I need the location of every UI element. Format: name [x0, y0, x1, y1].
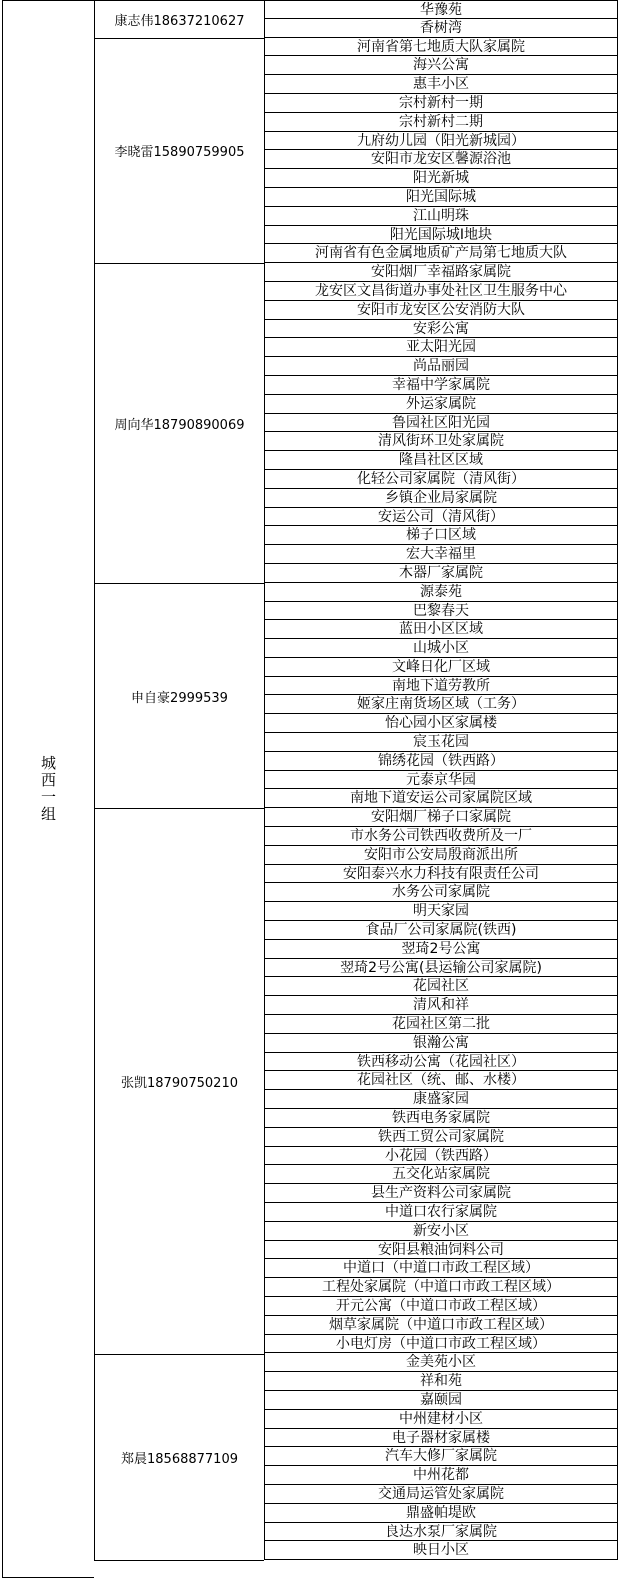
- leader-name-phone: 周向华18790890069: [114, 417, 245, 433]
- community-row: 安阳市龙安区公安消防大队: [265, 301, 617, 320]
- community-row: 源泰苑: [265, 583, 617, 602]
- community-row: 安阳县粮油饲料公司: [265, 1241, 617, 1260]
- community-row: 水务公司家属院: [265, 883, 617, 902]
- community-row: 宗村新村二期: [265, 113, 617, 132]
- community-row: 中道口农行家属院: [265, 1203, 617, 1222]
- group-cell: [2, 0, 94, 1578]
- leader-name-phone: 李晓雷15890759905: [114, 145, 245, 161]
- community-row: 食品厂公司家属院(铁西): [265, 921, 617, 940]
- community-row: 巴黎春天: [265, 602, 617, 621]
- community-row: 汽车大修厂家属院: [265, 1447, 617, 1466]
- community-row: 祥和苑: [265, 1372, 617, 1391]
- community-row: 南地下道劳教所: [265, 677, 617, 696]
- community-row: 金美苑小区: [265, 1353, 617, 1372]
- community-row: 宸玉花园: [265, 733, 617, 752]
- leader-name-phone: 康志伟18637210627: [114, 13, 245, 29]
- community-row: 鼎盛帕堤欧: [265, 1504, 617, 1523]
- community-row: 银瀚公寓: [265, 1034, 617, 1053]
- community-list: [264, 0, 618, 1560]
- community-row: 蓝田小区区域: [265, 620, 617, 639]
- community-row: 开元公寓（中道口市政工程区域）: [265, 1297, 617, 1316]
- community-row: 映日小区: [265, 1541, 617, 1560]
- community-row: 翌琦2号公寓(县运输公司家属院): [265, 959, 617, 978]
- community-row: 安阳烟厂幸福路家属院: [265, 263, 617, 282]
- community-row: 江山明珠: [265, 207, 617, 226]
- community-row: 锦绣花园（铁西路）: [265, 752, 617, 771]
- community-row: 亚太阳光园: [265, 338, 617, 357]
- leader-cell: [94, 263, 264, 584]
- leader-name-phone: 张凯18790750210: [121, 1075, 238, 1091]
- community-row: 山城小区: [265, 639, 617, 658]
- community-row: 翌琦2号公寓: [265, 940, 617, 959]
- group-label: 城西一组: [39, 755, 57, 823]
- community-row: 新安小区: [265, 1222, 617, 1241]
- community-row: 元泰京华园: [265, 771, 617, 790]
- community-row: 中州建材小区: [265, 1410, 617, 1429]
- community-row: 中道口（中道口市政工程区域）: [265, 1259, 617, 1278]
- community-row: 安阳市龙安区馨源浴池: [265, 150, 617, 169]
- community-row: 外运家属院: [265, 395, 617, 414]
- community-row: 安阳市公安局殷商派出所: [265, 846, 617, 865]
- community-row: 河南省第七地质大队家属院: [265, 38, 617, 57]
- community-row: 化轻公司家属院（清风街）: [265, 470, 617, 489]
- community-row: 安彩公寓: [265, 320, 617, 339]
- leader-cell: [94, 0, 264, 39]
- community-row: 电子器材家属楼: [265, 1429, 617, 1448]
- community-row: 梯子口区域: [265, 526, 617, 545]
- community-row: 花园社区第二批: [265, 1015, 617, 1034]
- community-row: 阳光国际城I地块: [265, 226, 617, 245]
- leader-cell: [94, 1354, 264, 1562]
- community-row: 铁西移动公寓（花园社区）: [265, 1053, 617, 1072]
- community-row: 工程处家属院（中道口市政工程区域）: [265, 1278, 617, 1297]
- community-row: 县生产资料公司家属院: [265, 1184, 617, 1203]
- community-row: 龙安区文昌街道办事处社区卫生服务中心: [265, 282, 617, 301]
- leader-cell: [94, 38, 264, 265]
- community-row: 清风和祥: [265, 996, 617, 1015]
- community-row: 清风街环卫处家属院: [265, 432, 617, 451]
- community-row: 铁西工贸公司家属院: [265, 1128, 617, 1147]
- community-row: 鲁园社区阳光园: [265, 414, 617, 433]
- community-row: 惠丰小区: [265, 75, 617, 94]
- community-row: 幸福中学家属院: [265, 376, 617, 395]
- community-row: 香树湾: [265, 19, 617, 38]
- community-row: 市水务公司铁西收费所及一厂: [265, 827, 617, 846]
- community-row: 安阳烟厂梯子口家属院: [265, 808, 617, 827]
- community-row: 良达水泵厂家属院: [265, 1523, 617, 1542]
- community-row: 隆昌社区区域: [265, 451, 617, 470]
- community-row: 烟草家属院（中道口市政工程区域）: [265, 1316, 617, 1335]
- community-row: 嘉颐园: [265, 1391, 617, 1410]
- community-row: 河南省有色金属地质矿产局第七地质大队: [265, 244, 617, 263]
- community-row: 小花园（铁西路）: [265, 1147, 617, 1166]
- community-row: 尚品丽园: [265, 357, 617, 376]
- community-row: 乡镇企业局家属院: [265, 489, 617, 508]
- leader-cell: [94, 808, 264, 1354]
- leader-cell: [94, 583, 264, 810]
- community-row: 明天家园: [265, 902, 617, 921]
- community-row: 小电灯房（中道口市政工程区域）: [265, 1335, 617, 1354]
- community-row: 花园社区: [265, 977, 617, 996]
- community-row: 木器厂家属院: [265, 564, 617, 583]
- community-row: 阳光国际城: [265, 188, 617, 207]
- community-row: 康盛家园: [265, 1090, 617, 1109]
- community-row: 海兴公寓: [265, 56, 617, 75]
- community-row: 交通局运管处家属院: [265, 1485, 617, 1504]
- leader-name-phone: 郑晨18568877109: [121, 1451, 238, 1467]
- community-row: 九府幼儿园（阳光新城园）: [265, 132, 617, 151]
- community-row: 宏大幸福里: [265, 545, 617, 564]
- community-row: 怡心园小区家属楼: [265, 714, 617, 733]
- community-row: 安阳泰兴水力科技有限责任公司: [265, 865, 617, 884]
- community-row: 姬家庄南货场区域（工务）: [265, 695, 617, 714]
- community-row: 华豫苑: [265, 0, 617, 19]
- community-row: 南地下道安运公司家属院区域: [265, 789, 617, 808]
- community-row: 宗村新村一期: [265, 94, 617, 113]
- community-row: 安运公司（清风街）: [265, 508, 617, 527]
- leader-name-phone: 申自豪2999539: [131, 690, 228, 706]
- community-row: 铁西电务家属院: [265, 1109, 617, 1128]
- community-row: 五交化站家属院: [265, 1165, 617, 1184]
- community-row: 文峰日化厂区域: [265, 658, 617, 677]
- community-row: 中州花都: [265, 1466, 617, 1485]
- community-row: 花园社区（统、邮、水楼）: [265, 1071, 617, 1090]
- community-row: 阳光新城: [265, 169, 617, 188]
